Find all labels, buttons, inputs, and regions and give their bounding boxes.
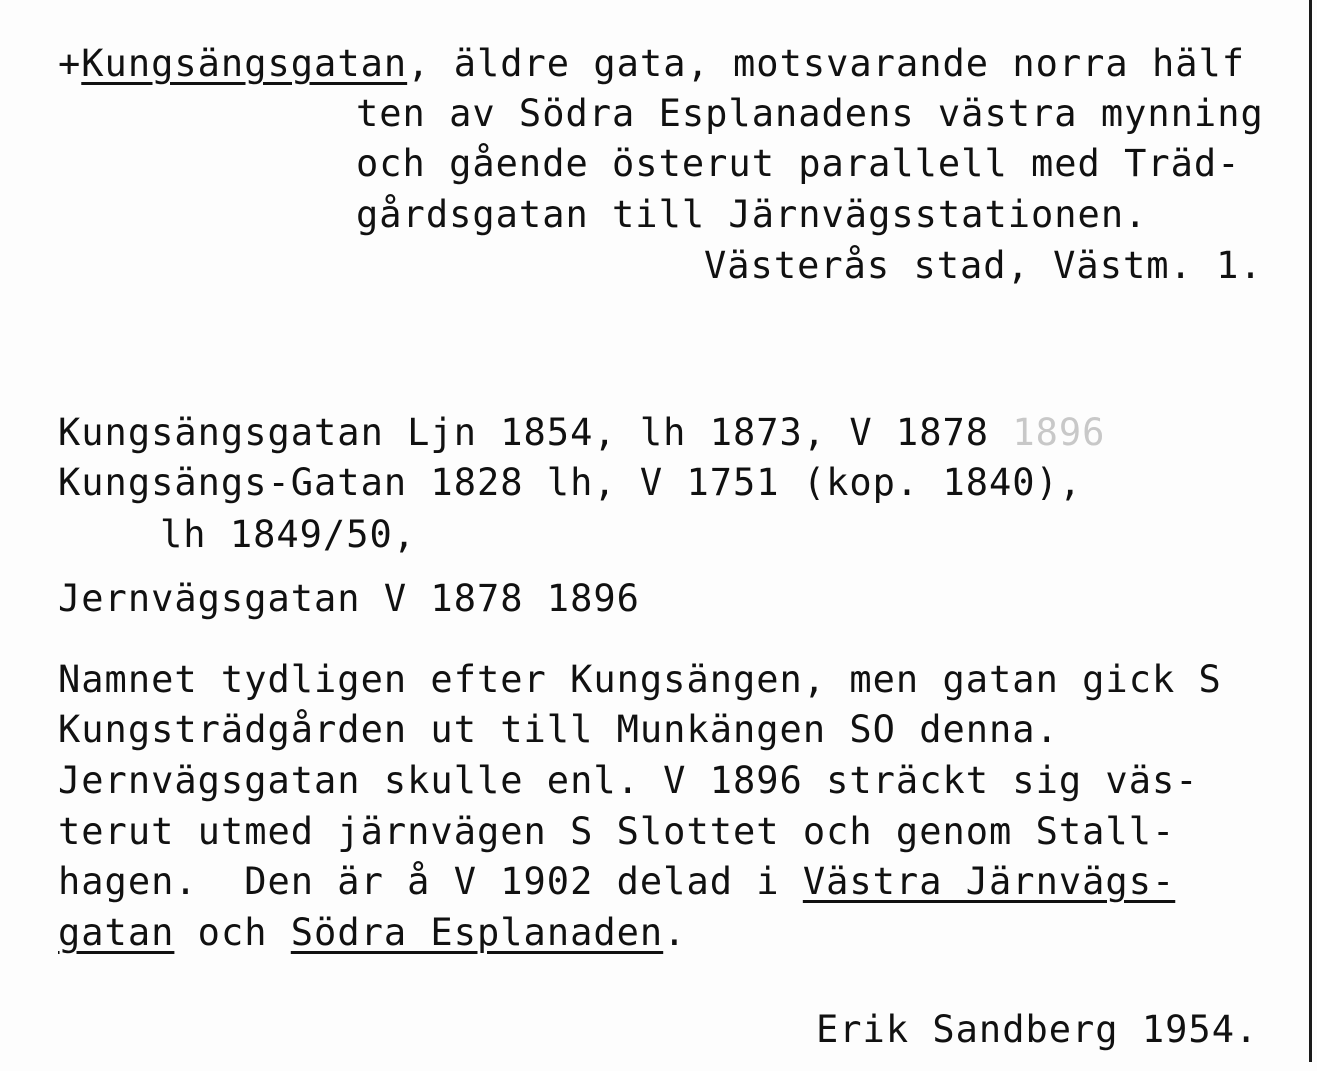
source-line-1-text: Kungsängsgatan Ljn 1854, lh 1873, V 1878 (58, 411, 990, 454)
entry-line-3: och gående österut parallell med Träd- (356, 142, 1241, 185)
note-line-4: terut utmed järnvägen S Slottet och genom Stall- (58, 810, 1176, 853)
author-signature: Erik Sandberg 1954. (816, 1008, 1259, 1051)
faint-year: 1896 (1012, 411, 1106, 454)
note-line-3: Jernvägsgatan skulle enl. V 1896 sträckt sig väs- (58, 759, 1199, 802)
note-line-6-mid: och (174, 911, 291, 954)
note-line-1: Namnet tydligen efter Kungsängen, men gatan gick S (58, 658, 1222, 701)
note-line-5-text: hagen. Den är å V 1902 delad i (58, 860, 803, 903)
cross-ref-vastra-jarnvagsgatan: Västra Järnvägs- (802, 860, 1176, 903)
source-line-4: Jernvägsgatan V 1878 1896 (58, 577, 640, 620)
cross-ref-sodra-esplanaden: Södra Esplanaden (290, 911, 664, 954)
source-line-2: Kungsängs-Gatan 1828 lh, V 1751 (kop. 1840), (58, 461, 1083, 504)
source-line-1 (58, 411, 1105, 455)
note-line-2: Kungsträdgården ut till Munkängen SO denna. (58, 708, 1059, 751)
entry-headword: Kungsängsgatan (81, 42, 408, 85)
note-line-6 (58, 911, 686, 955)
entry-locality: Västerås stad, Västm. 1. (704, 244, 1263, 287)
entry-line-1 (58, 42, 1245, 86)
dagger-mark: + (58, 42, 82, 85)
cross-ref-gatan: gatan (58, 911, 175, 954)
entry-line-2: ten av Södra Esplanadens västra mynning (356, 92, 1264, 135)
source-line-3: lh 1849/50, (160, 513, 417, 556)
note-line-5 (58, 860, 1175, 904)
entry-definition-start: , äldre gata, motsvarande norra hälf (407, 42, 1246, 85)
card-edge (1309, 0, 1312, 1062)
entry-line-4: gårdsgatan till Järnvägsstationen. (356, 193, 1148, 236)
note-line-6-end: . (663, 911, 687, 954)
